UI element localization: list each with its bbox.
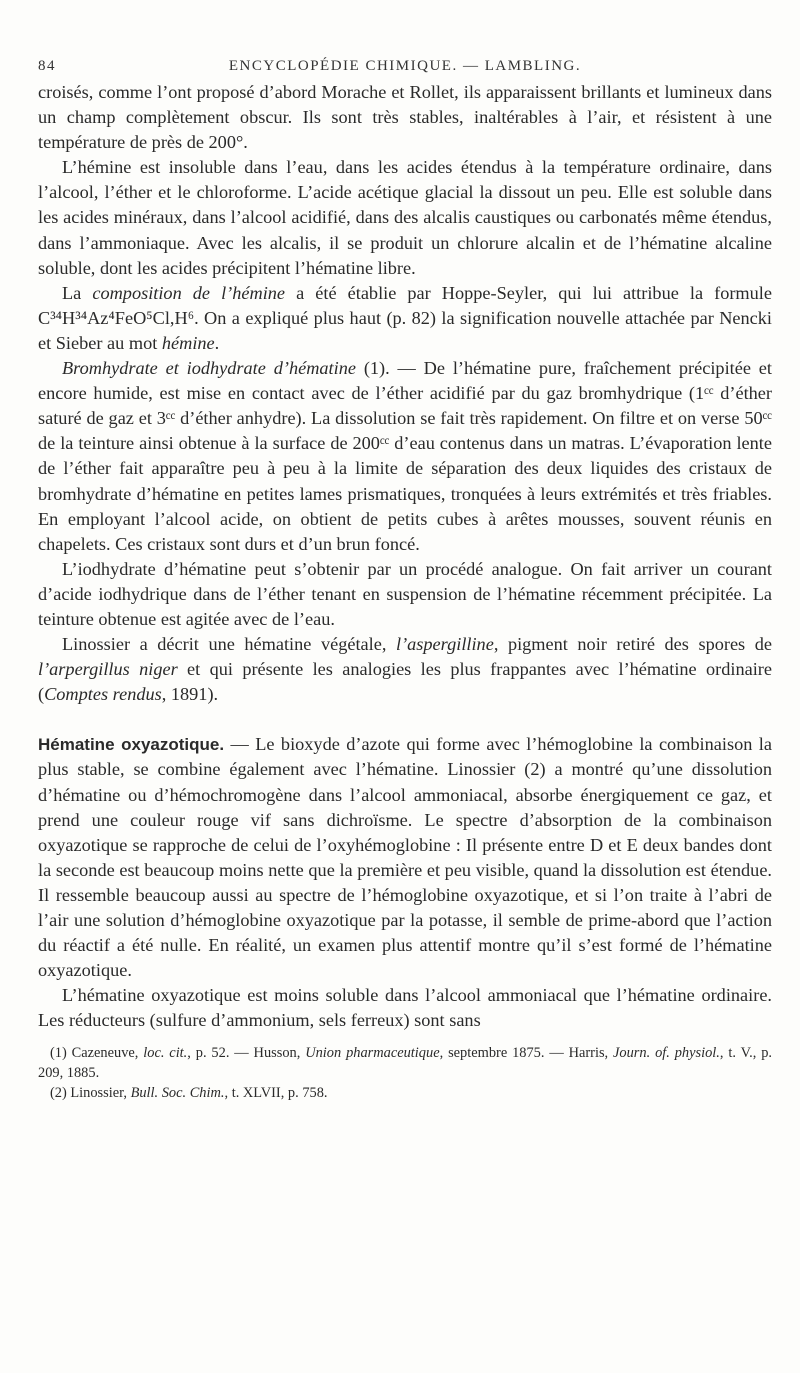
running-title: ENCYCLOPÉDIE CHIMIQUE. — LAMBLING. <box>228 58 582 74</box>
footnote-2: (2) Linossier, Bull. Soc. Chim., t. XLVII, p. 758. <box>50 1085 328 1102</box>
paragraph-hemine-composition: La composition de l’hémine a été établie par Hoppe-Seyler, qui lui attribue la formule C³⁴H³⁴Az⁴FeO⁵Cl,H⁶. On a expliqué plus haut (p. 82) la signification nouvelle attachée par Nencki et Sieber au mot hémine. <box>38 282 772 353</box>
paragraph-iodhydrate: L’iodhydrate d’hématine peut s’obtenir par un procédé analogue. On fait arriver un courant d’acide iodhydrique dans de l’éther tenant en suspension de l’hématine récemment précipitée. La teinture obtenue est agitée avec de l’eau. <box>38 558 772 629</box>
section-heading: Hématine oxyazotique. <box>38 735 225 755</box>
paragraph-oxyazotique-solubility: L’hématine oxyazotique est moins soluble dans l’alcool ammoniacal que l’hématine ordinaire. Les réducteurs (sulfure d’ammonium, sels ferreux) sont sans <box>38 985 772 1031</box>
paragraph-continuation: croisés, comme l’ont proposé d’abord Morache et Rollet, ils apparaissent brillants et lumineux dans un champ complètement obscur. Ils sont très stables, inaltérables à l’air, et résistent à une température de près de 200°. <box>38 82 772 153</box>
running-header <box>38 54 772 80</box>
footnotes <box>38 1043 772 1103</box>
paragraph-hematine-oxyazotique: Hématine oxyazotique. — Le bioxyde d’azote qui forme avec l’hémoglobine la combinaison la plus stable, se combine également avec l’hématine. Linossier (2) a montré qu’une dissolution d’hématine ou d’hémochromogène dans l’alcool ammoniacal, absorbe énergiquement ce gaz, et prend une couleur rouge vif sans dichroïsme. Le spectre d’absorption de la combinaison oxyazotique se rapproche de celui de l’oxyhémoglobine : Il présente entre D et E deux bandes dont la seconde est beaucoup moins nette que la première et peu visible, quand la dissolution est étendue. Il ressemble beaucoup aussi au spectre de l’hémoglobine oxyazotique, et si l’on traite à l’abri de l’air une solution d’hémoglobine oxyazotique par la potasse, il semble de prime-abord que l’action du réactif a été nulle. En réalité, un examen plus attentif montre qu’il s’est formé de l’hématine oxyazotique. <box>38 734 772 981</box>
paragraph-bromhydrate: Bromhydrate et iodhydrate d’hématine (1). — De l’hématine pure, fraîchement précipitée et encore humide, est mise en contact avec de l’éther acidifié par du gaz bromhydrique (1ᶜᶜ d’éther saturé de gaz et 3ᶜᶜ d’éther anhydre). La dissolution se fait très rapidement. On filtre et on verse 50ᶜᶜ de la teinture ainsi obtenue à la surface de 200ᶜᶜ d’eau contenus dans un matras. L’évaporation lente de l’éther fait apparaître peu à peu à la limite de séparation des deux liquides des cristaux de bromhydrate d’hématine en petites lames prismatiques, tronquées à leurs extrémités et très friables. En employant l’alcool acide, on obtient de petits cubes à arêtes mousses, souvent réunis en chapelets. Ces cristaux sont durs et d’un brun foncé. <box>38 358 772 554</box>
page-number: 84 <box>38 58 56 74</box>
footnote-1: (1) Cazeneuve, loc. cit., p. 52. — Husson, Union pharmaceutique, septembre 1875. — Harris, Journ. of. physiol., t. V., p. 209, 1885. <box>38 1045 772 1082</box>
body-text <box>38 80 772 1033</box>
paragraph-aspergilline: Linossier a décrit une hématine végétale, l’aspergilline, pigment noir retiré des spores de l’arpergillus niger et qui présente les analogies les plus frappantes avec l’hématine ordinaire (Comptes rendus, 1891). <box>38 634 772 705</box>
paragraph-hemine-solubility: L’hémine est insoluble dans l’eau, dans les acides étendus à la température ordinaire, dans l’alcool, l’éther et le chloroforme. L’acide acétique glacial la dissout un peu. Elle est soluble dans les acides minéraux, dans l’alcool acidifié, dans des alcalis caustiques ou carbonatés même étendus, dans l’ammoniaque. Avec les alcalis, il se produit un chlorure alcalin et de l’hématine alcaline soluble, dont les acides précipitent l’hématine libre. <box>38 157 772 278</box>
